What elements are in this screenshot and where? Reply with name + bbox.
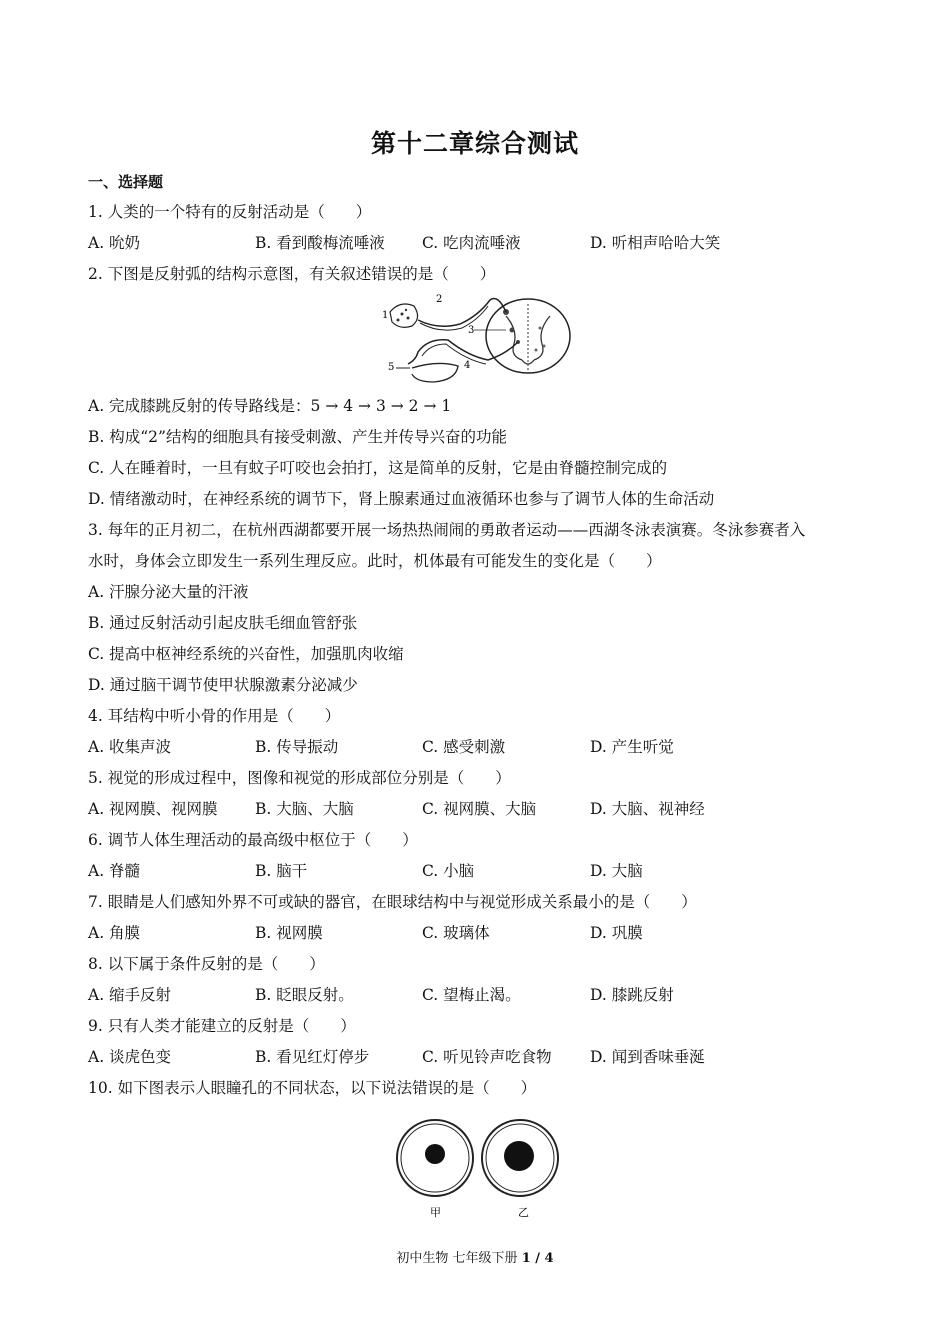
label-jia: 甲 (430, 1206, 441, 1219)
question-9-stem: 9. 只有人类才能建立的反射是（ ） (88, 1017, 356, 1035)
effector-muscle (412, 363, 458, 382)
pupil-diagram (390, 1116, 562, 1220)
question-4-stem: 4. 耳结构中听小骨的作用是（ ） (88, 707, 341, 725)
option-d: D. 大脑 (590, 862, 643, 880)
option-b: B. 看到酸梅流唾液 (255, 234, 385, 252)
pupil-large (504, 1141, 534, 1171)
option-a: A. 收集声波 (88, 738, 172, 756)
option-b: B. 大脑、大脑 (255, 800, 354, 818)
label-1: 1 (382, 310, 389, 321)
option-b: B. 脑干 (255, 862, 308, 880)
option-b: B. 眨眼反射。 (255, 986, 354, 1004)
option-c: C. 吃肉流唾液 (422, 234, 521, 252)
option-d: D. 产生听觉 (590, 738, 674, 756)
option-c: C. 望梅止渴。 (422, 986, 521, 1004)
question-5-options (88, 799, 888, 819)
option-c: C. 玻璃体 (422, 924, 490, 942)
option-d: D. 大脑、视神经 (590, 800, 705, 818)
pupil-small (425, 1144, 445, 1164)
question-7-options (88, 923, 888, 943)
option-c: C. 视网膜、大脑 (422, 800, 537, 818)
label-yi: 乙 (518, 1206, 529, 1219)
efferent-nerve (408, 340, 518, 364)
question-2-option-c: C. 人在睡着时，一旦有蚊子叮咬也会拍打，这是简单的反射，它是由脊髓控制完成的 (88, 459, 668, 477)
option-a: A. 视网膜、视网膜 (88, 800, 218, 818)
afferent-nerve (418, 299, 506, 327)
section-heading: 一、选择题 (88, 173, 164, 191)
label-2: 2 (436, 294, 443, 305)
question-8-stem: 8. 以下属于条件反射的是（ ） (88, 955, 325, 973)
question-2-option-d: D. 情绪激动时，在神经系统的调节下，肾上腺素通过血液循环也参与了调节人体的生命活动 (88, 490, 715, 508)
option-a: A. 脊髓 (88, 862, 141, 880)
question-6-options (88, 861, 888, 881)
option-b: B. 传导振动 (255, 738, 339, 756)
question-6-stem: 6. 调节人体生理活动的最高级中枢位于（ ） (88, 831, 418, 849)
option-d: D. 膝跳反射 (590, 986, 674, 1004)
question-3-stem-line1: 3. 每年的正月初二，在杭州西湖都要开展一场热热闹闹的勇敢者运动——西湖冬泳表演赛。冬泳参赛者入 (88, 521, 806, 539)
option-d: D. 听相声哈哈大笑 (590, 234, 721, 252)
question-1-stem: 1. 人类的一个特有的反射活动是（ ） (88, 203, 372, 221)
question-3-option-b: B. 通过反射活动引起皮肤毛细血管舒张 (88, 614, 358, 632)
receptor-skin (390, 304, 418, 327)
question-10-stem: 10. 如下图表示人眼瞳孔的不同状态，以下说法错误的是（ ） (88, 1079, 537, 1097)
footer-text: 初中生物 七年级下册 (396, 1251, 522, 1266)
label-5: 5 (388, 362, 395, 373)
label-4: 4 (464, 360, 471, 371)
option-a: A. 吮奶 (88, 234, 141, 252)
option-a: A. 谈虎色变 (88, 1048, 172, 1066)
option-c: C. 小脑 (422, 862, 475, 880)
question-4-options (88, 737, 888, 757)
option-c: C. 感受刺激 (422, 738, 506, 756)
option-c: C. 听见铃声吃食物 (422, 1048, 552, 1066)
option-a: A. 角膜 (88, 924, 141, 942)
option-d: D. 闻到香味垂涎 (590, 1048, 705, 1066)
question-8-options (88, 985, 888, 1005)
reflex-arc-diagram (378, 290, 578, 386)
question-2-stem: 2. 下图是反射弧的结构示意图，有关叙述错误的是（ ） (88, 265, 496, 283)
option-b: B. 视网膜 (255, 924, 323, 942)
option-a: A. 缩手反射 (88, 986, 172, 1004)
option-d: D. 巩膜 (590, 924, 643, 942)
question-3-option-c: C. 提高中枢神经系统的兴奋性，加强肌肉收缩 (88, 645, 404, 663)
question-3-option-d: D. 通过脑干调节使甲状腺激素分泌减少 (88, 676, 358, 694)
label-3: 3 (468, 325, 475, 336)
question-2-option-a: A. 完成膝跳反射的传导路线是：5 → 4 → 3 → 2 → 1 (88, 397, 452, 415)
question-1-options (88, 233, 888, 253)
page-footer (0, 1247, 950, 1266)
question-3-stem-line2: 水时，身体会立即发生一系列生理反应。此时，机体最有可能发生的变化是（ ） (88, 552, 662, 570)
page-number: 1 / 4 (521, 1251, 554, 1266)
option-b: B. 看见红灯停步 (255, 1048, 370, 1066)
question-7-stem: 7. 眼睛是人们感知外界不可或缺的器官，在眼球结构中与视觉形成关系最小的是（ ） (88, 893, 697, 911)
question-9-options (88, 1047, 888, 1067)
question-2-option-b: B. 构成“2”结构的细胞具有接受刺激、产生并传导兴奋的功能 (88, 428, 507, 446)
question-5-stem: 5. 视觉的形成过程中，图像和视觉的形成部位分别是（ ） (88, 769, 511, 787)
question-3-option-a: A. 汗腺分泌大量的汗液 (88, 583, 249, 601)
page-title: 第十二章综合测试 (370, 129, 579, 158)
